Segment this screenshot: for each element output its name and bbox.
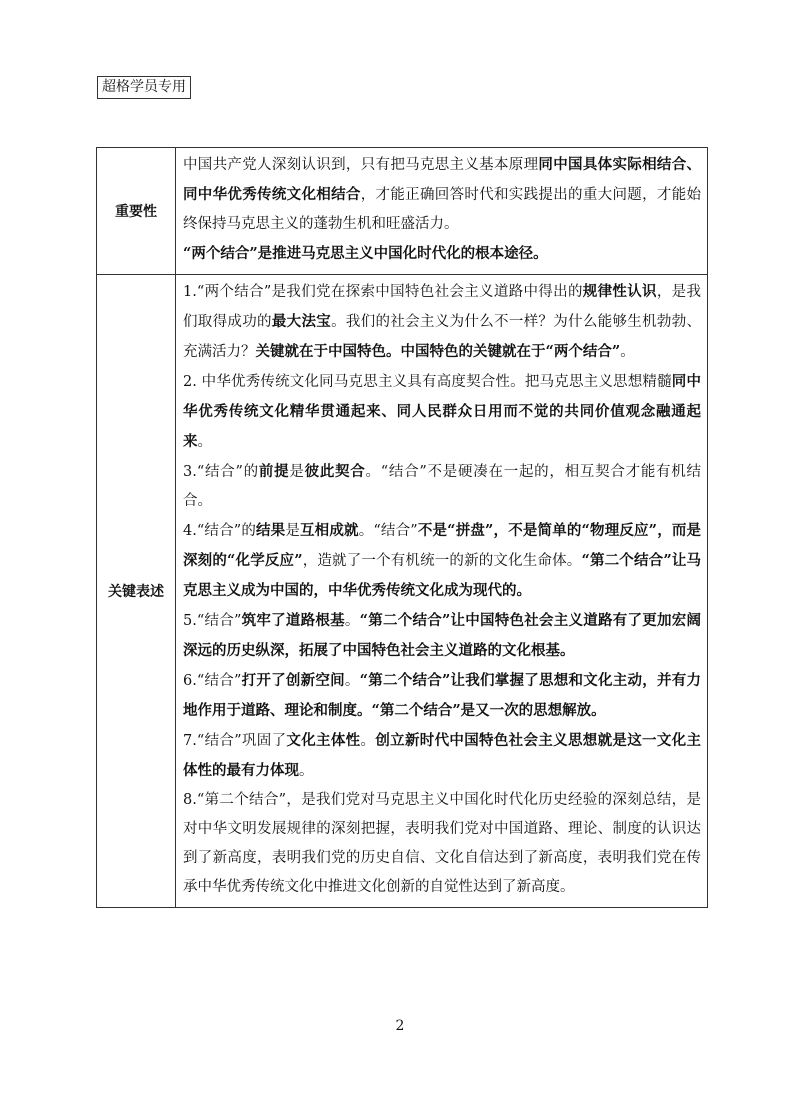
text-run: 是 [289, 464, 305, 480]
text-run: 2. 中华优秀传统文化同马克思主义具有高度契合性。把马克思主义思想精髓 [183, 374, 672, 390]
text-run: 。 [344, 673, 360, 689]
text-run: 。“结合”不是硬凑在一起的，相互契合才能有机结合。 [183, 464, 702, 509]
paragraph [183, 516, 701, 606]
emphasis-text: 规律性认识 [582, 283, 657, 300]
paragraph [183, 367, 701, 457]
text-run: 6.“结合” [183, 673, 242, 689]
emphasis-text: 筑牢了道路根基 [241, 612, 345, 629]
emphasis-text: “第二个结合”让我们掌握了思想和文化主动，并有力地作用于道路、理论和制度。“第二个结合”是又一次的思想解放。 [183, 672, 701, 719]
emphasis-text: 最大法宝 [271, 313, 332, 330]
emphasis-text: 关键就在于中国特色。中国特色的关键就在于“两个结合” [255, 343, 621, 360]
text-run: 8.“第二个结合”，是我们党对马克思主义中国化时代化历史经验的深刻总结，是对中华文明发展规律的深刻把握，表明我们党对中国道路、理论、制度的认识达到了新高度，表明我们党的历史自信、文化自信达到了新高度，表明我们党在传承中华优秀传统文化中推进文化创新的自觉性达到了新高度。 [183, 792, 701, 895]
emphasis-text: 互相成就 [300, 522, 359, 539]
emphasis-text: 同中国具体实际相结合、同中华优秀传统文化相结合 [183, 156, 702, 203]
emphasis-text: 彼此契合 [304, 463, 366, 480]
text-run: 。 [620, 344, 635, 360]
text-run: 。 [344, 613, 360, 629]
paragraph [183, 726, 701, 786]
text-run: 7.“结合”巩固了 [183, 733, 287, 749]
paragraph [183, 786, 701, 902]
emphasis-text: 同中华优秀传统文化精华贯通起来、同人民群众日用而不觉的共同价值观念融通起来 [183, 373, 701, 450]
text-run: ，才能正确回答时代和实践提出的重大问题，才能始终保持马克思主义的蓬勃生机和旺盛活力。 [183, 187, 702, 232]
text-run: 。 [197, 434, 212, 450]
text-run: ，造就了一个有机统一的新的文化生命体。 [302, 553, 582, 569]
row-content [176, 148, 708, 275]
paragraph [183, 150, 701, 239]
emphasis-text: 前提 [258, 463, 290, 480]
paragraph [183, 606, 701, 666]
table-row-key-statements [97, 275, 708, 908]
table-row-importance [97, 148, 708, 275]
text-run: 3.“结合”的 [183, 464, 259, 480]
emphasis-text: “第二个结合”让中国特色社会主义道路有了更加宏阔深远的历史纵深，拓展了中国特色社会主义道路的文化根基。 [183, 612, 701, 659]
paragraph [183, 239, 701, 269]
text-run: 。“结合” [358, 523, 418, 539]
row-heading: 关键表述 [97, 275, 176, 908]
emphasis-text: “两个结合”是推进马克思主义中国化时代化的根本途径。 [183, 245, 548, 262]
text-run: 是 [285, 523, 301, 539]
emphasis-text: 文化主体性 [286, 732, 361, 749]
paragraph [183, 277, 701, 367]
emphasis-text: “第二个结合”让马克思主义成为中国的，中华优秀传统文化成为现代的。 [183, 552, 701, 599]
paragraph [183, 666, 701, 726]
text-run: 。 [360, 733, 376, 749]
paragraph [183, 457, 701, 516]
text-run: 4.“结合”的 [183, 523, 256, 539]
exclusive-label: 超格学员专用 [97, 76, 191, 99]
row-heading: 重要性 [97, 148, 176, 275]
emphasis-text: 不是“拼盘”，不是简单的“物理反应”，而是深刻的“化学反应” [183, 522, 702, 569]
text-run: 。我们的社会主义为什么不一样？为什么能够生机勃勃、充满活力？ [183, 314, 702, 360]
text-run: 中国共产党人深刻认识到，只有把马克思主义基本原理 [183, 157, 539, 173]
content-table [96, 147, 708, 908]
row-content [176, 275, 708, 908]
emphasis-text: 结果 [256, 522, 286, 539]
text-run: 。 [299, 763, 314, 779]
emphasis-text: 打开了创新空间 [241, 672, 345, 689]
text-run: 1.“两个结合”是我们党在探索中国特色社会主义道路中得出的 [183, 284, 583, 300]
emphasis-text: 创立新时代中国特色社会主义思想就是这一文化主体性的最有力体现 [183, 732, 701, 779]
text-run: 5.“结合” [183, 613, 242, 629]
text-run: ，是我们取得成功的 [183, 284, 701, 330]
page-number: 2 [395, 1018, 405, 1034]
